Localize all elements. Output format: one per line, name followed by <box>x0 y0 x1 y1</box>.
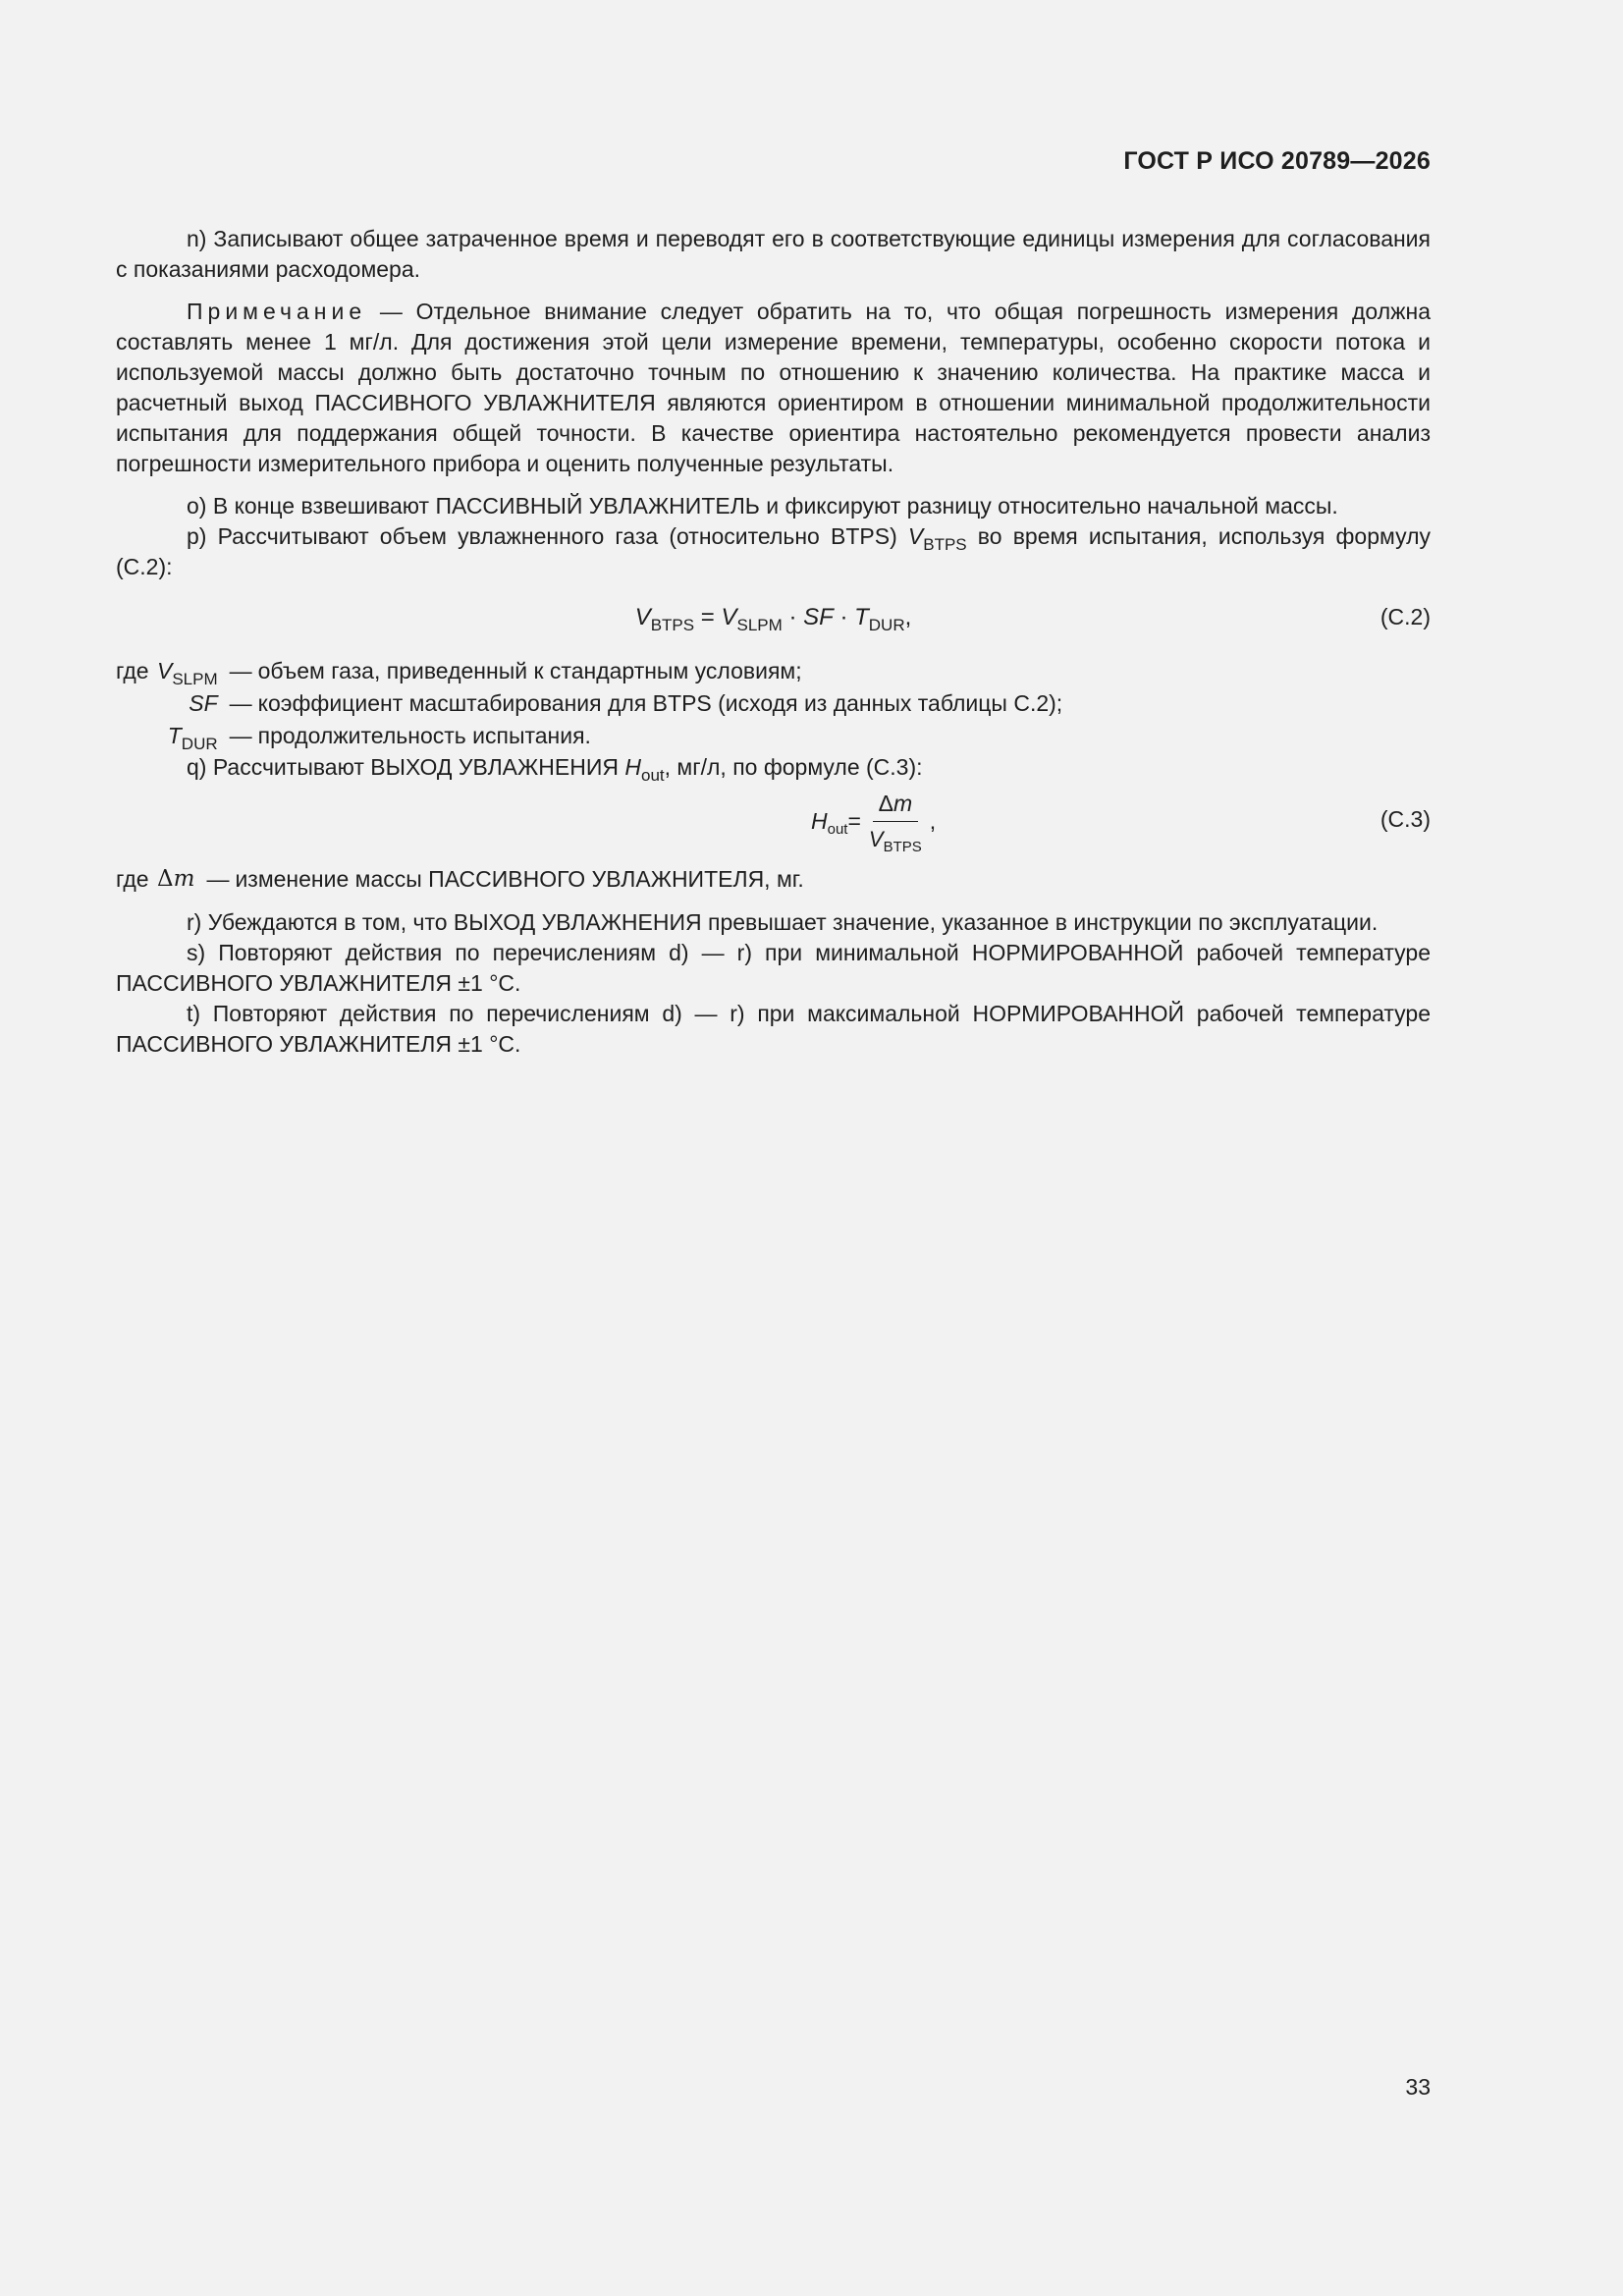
equation-c2 <box>116 602 1431 643</box>
item-n: n) Записывают общее затраченное время и переводят его в соответствующие единицы измерения для согласования с показаниями расходомера. <box>116 226 1431 282</box>
item-q-text: q) Рассчитывают ВЫХОД УВЛАЖНЕНИЯ <box>187 754 625 780</box>
item-p <box>116 521 1431 582</box>
item-s: s) Повторяют действия по перечислениям d) — r) при минимальной НОРМИРОВАННОЙ рабочей температуре ПАССИВНОГО УВЛАЖНИТЕЛЯ ±1 °С. <box>116 940 1431 996</box>
fraction <box>869 789 922 854</box>
equation-c2-number: (С.2) <box>1380 604 1431 629</box>
where-row-sf: SF — коэффициент масштабирования для BTPS (исходя из данных таблицы С.2); <box>189 690 1063 716</box>
where-row-vslpm: где $V_{SLPM}$ — объем газа, приведенный к стандартным условиям; <box>116 658 802 688</box>
item-q-subscript: out <box>640 766 665 785</box>
where-list-c2 <box>116 655 1062 752</box>
item-o: о) В конце взвешивают ПАССИВНЫЙ УВЛАЖНИТЕЛЬ и фиксируют разницу относительно начальной массы. <box>187 493 1338 519</box>
fraction-denominator: $V_{BTPS}$ <box>868 827 922 855</box>
equation-c2-expression: $V_{BTPS} = V_{SLPM}$ · SF · $T_{DUR}$, <box>634 604 912 634</box>
where-row-tdur: $T_{DUR}$ — продолжительность испытания. <box>167 723 591 753</box>
document-id-header: ГОСТ Р ИСО 20789—2026 <box>1123 147 1431 175</box>
item-r: r) Убеждаются в том, что ВЫХОД УВЛАЖНЕНИЯ превышает значение, указанное в инструкции по эксплуатации. <box>187 909 1379 935</box>
page-number: 33 <box>1405 2074 1431 2100</box>
item-q <box>116 752 1431 783</box>
equation-c3-expression: $H_{out}$ = $\frac{\Delta m}{V_{BTPS}}$ , <box>811 791 937 855</box>
page-content <box>116 224 1431 1060</box>
note-paragraph <box>116 297 1431 479</box>
where-list-c3 <box>116 863 804 896</box>
item-p-symbol: V <box>907 523 924 549</box>
equation-c3 <box>116 789 1431 861</box>
item-p-text: p) Рассчитывают объем увлажненного газа (относительно BTPS) <box>187 523 908 549</box>
item-t: t) Повторяют действия по перечислениям d) — r) при максимальной НОРМИРОВАННОЙ рабочей температуре ПАССИВНОГО УВЛАЖНИТЕЛЯ ±1 °С. <box>116 1001 1431 1057</box>
item-p-text-end: во время испытания, используя формулу (С.2): <box>116 523 1431 579</box>
item-q-text-end: , мг/л, по формуле (С.3): <box>664 754 923 780</box>
fraction-numerator: Δm <box>873 789 919 822</box>
note-text: — Отдельное внимание следует обратить на то, что общая погрешность измерения должна составлять менее 1 мг/л. Для достижения этой цели измерение времени, температуры, особенно скорости потока и используемой массы должно быть достаточно точным по отношению к значению количества. На практике масса и расчетный выход ПАССИВНОГО УВЛАЖНИТЕЛЯ являются ориентиром в отношении минимальной продолжительности испытания для поддержания общей точности. В качестве ориентира настоятельно рекомендуется провести анализ погрешности измерительного прибора и оценить полученные результаты. <box>116 299 1431 476</box>
item-p-subscript: BTPS <box>923 535 967 554</box>
note-label: Примечание <box>187 299 367 324</box>
equation-c3-number: (С.3) <box>1380 806 1431 832</box>
where-row-delta-m: где Δm — изменение массы ПАССИВНОГО УВЛАЖНИТЕЛЯ, мг. <box>116 866 804 892</box>
item-q-symbol: H <box>624 754 641 780</box>
